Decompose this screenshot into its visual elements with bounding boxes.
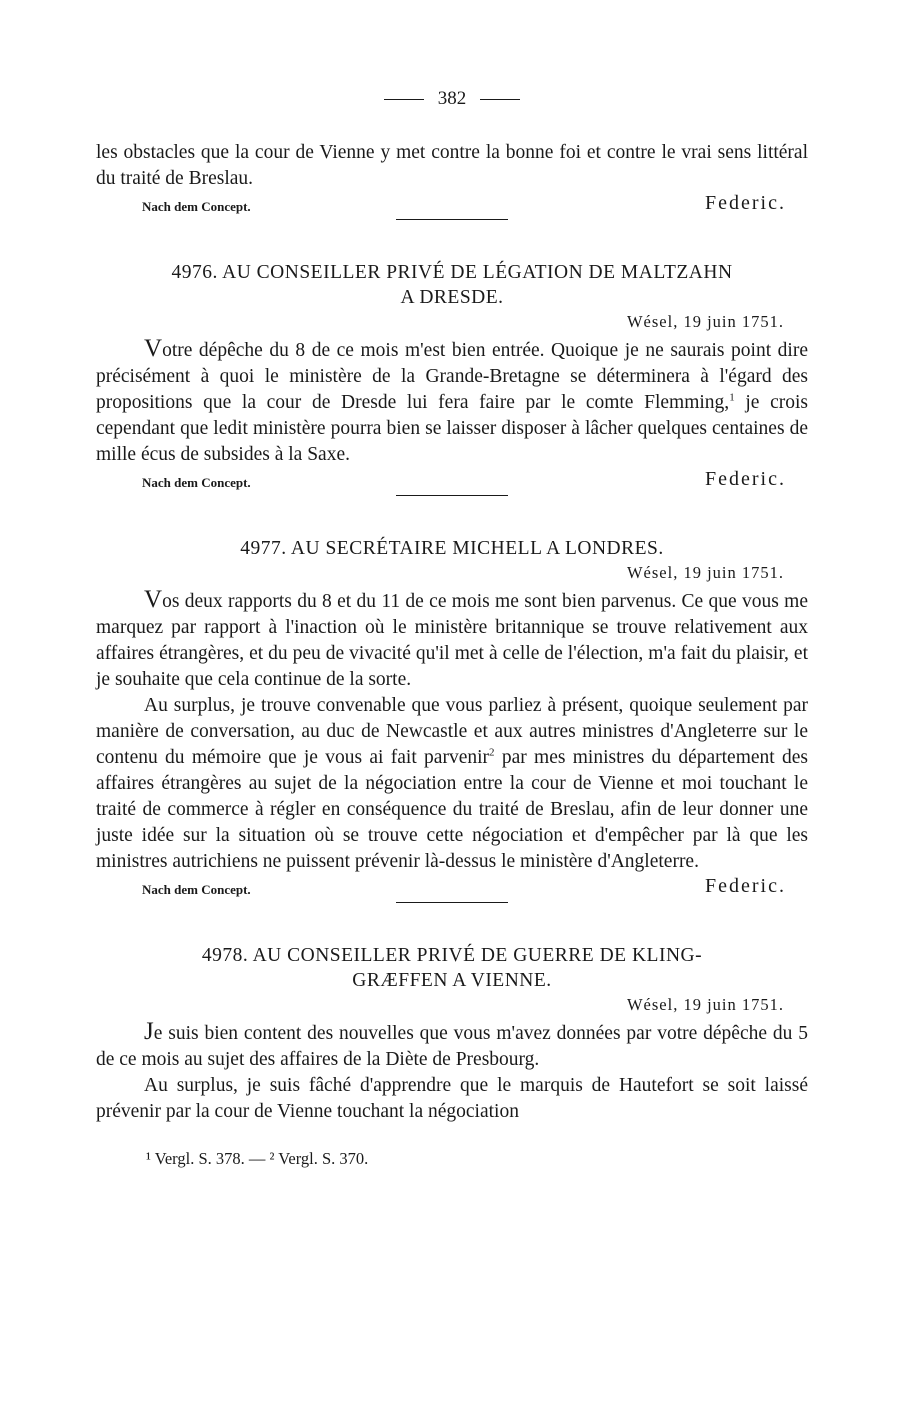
dateline: Wésel, 19 juin 1751. — [626, 563, 784, 582]
signature: Federic. — [705, 875, 786, 897]
header-dash-left — [384, 99, 424, 100]
letter-number: 4978. — [201, 945, 249, 966]
initial-letter: V — [144, 335, 163, 362]
paragraph: Vos deux rapports du 8 et du 11 de ce mois me sont bien parvenus. Ce que vous me marquez par rapport à l'inaction où le ministère britannique se trouve relativement aux affaires étrangères, et du peu de vivacité qu'il met à celle de l'élection, m'a fait du plaisir, et je souhaite que cela continue de la sorte. — [96, 586, 808, 690]
letter-heading — [96, 260, 808, 310]
source-note: Nach dem Concept. — [142, 882, 251, 897]
paragraph: Je suis bien content des nouvelles que vous m'avez données par votre dépêche du 5 de ce mois au sujet des affaires de la Diète de Presbourg. — [96, 1018, 808, 1070]
source-note: Nach dem Concept. — [142, 475, 251, 490]
paragraph: Votre dépêche du 8 de ce mois m'est bien entrée. Quoique je ne saurais point dire précisément à quoi le ministère de la Grande-Bretagne se déterminera à l'égard des propositions que la cour de Dresde lui fera faire par le comte Flemming,$^1$ je crois cependant que ledit ministère pourra bien se laisser disposer à lâcher quelques centaines de mille écus de subsides à la Saxe. — [96, 335, 808, 465]
letter-body — [96, 587, 808, 875]
letter-body — [96, 336, 808, 468]
source-note: Nach dem Concept. — [142, 199, 251, 214]
letter-body — [96, 1019, 808, 1125]
paragraph: Au surplus, je trouve convenable que vous parliez à présent, quoique seulement par manière de conversation, au duc de Newcastle et aux autres ministres d'Angleterre sur le contenu du mémoire que je vous ai fait parvenir$^2$ par mes ministres du département des affaires étrangères au sujet de la négociation entre la cour de Vienne et moi touchant le traité de commerce à régler en conséquence du traité de Breslau, afin de leur donner une juste idée sur la situation où se trouve cette négociation et d'empêcher par là que les ministres autrichiens ne puissent prévenir là-dessus le ministère d'Angleterre. — [96, 695, 809, 872]
letter-heading — [96, 943, 808, 993]
page-number: 382 — [437, 88, 467, 109]
letter-4978 — [96, 943, 808, 1125]
signature-row — [96, 192, 808, 215]
signature: Federic. — [705, 468, 786, 490]
heading-line-1: AU SECRÉTAIRE MICHELL A LONDRES. — [290, 538, 664, 559]
signature-row — [96, 875, 808, 898]
initial-letter: V — [144, 586, 163, 613]
letter-heading — [96, 536, 808, 561]
dateline: Wésel, 19 juin 1751. — [626, 995, 784, 1014]
page — [96, 88, 808, 1169]
header-dash-right — [480, 99, 520, 100]
initial-letter: J — [144, 1018, 154, 1045]
section-divider — [396, 495, 508, 496]
letter-4977 — [96, 536, 808, 903]
letter-4976 — [96, 260, 808, 496]
section-divider — [396, 219, 508, 220]
dateline: Wésel, 19 juin 1751. — [626, 312, 784, 331]
signature: Federic. — [705, 192, 786, 214]
previous-letter-ending — [96, 140, 808, 220]
page-header — [96, 88, 808, 110]
continuation-paragraph: les obstacles que la cour de Vienne y met contre la bonne foi et contre le vrai sens littéral du traité de Breslau. — [96, 142, 808, 189]
paragraph: Au surplus, je suis fâché d'apprendre que le marquis de Hautefort se soit laissé prévenir par la cour de Vienne touchant la négociation — [96, 1075, 808, 1122]
footnote-ref: 1 — [729, 391, 735, 404]
heading-line-1: AU CONSEILLER PRIVÉ DE GUERRE DE KLING- — [252, 945, 703, 966]
footnotes: ¹ Vergl. S. 378. — ² Vergl. S. 370. — [146, 1149, 369, 1168]
footnote-ref: 2 — [489, 746, 495, 759]
heading-line-1: AU CONSEILLER PRIVÉ DE LÉGATION DE MALTZAHN — [222, 262, 733, 283]
letter-number: 4977. — [240, 538, 287, 559]
heading-line-2: A DRESDE. — [400, 287, 504, 308]
heading-line-2: GRÆFFEN A VIENNE. — [352, 970, 552, 991]
signature-row — [96, 468, 808, 491]
letter-number: 4976. — [171, 262, 218, 283]
section-divider — [396, 902, 508, 903]
